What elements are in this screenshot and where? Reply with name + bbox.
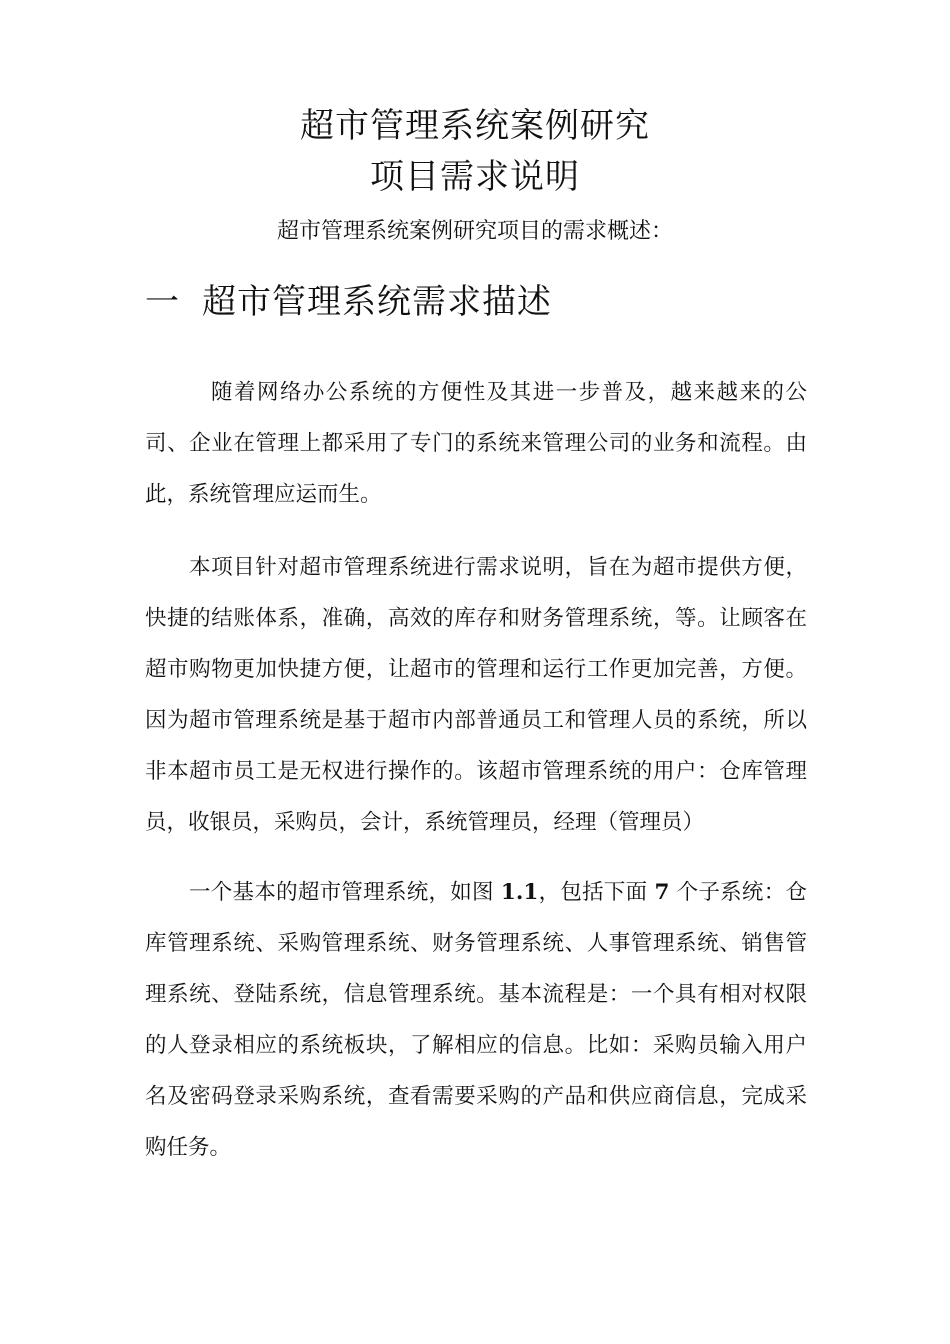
document-title-line-2: 项目需求说明 (370, 157, 580, 197)
paragraph-2: 本项目针对超市管理系统进行需求说明，旨在为超市提供方便，快捷的结账体系，准确，高效的库存和财务管理系统，等。让顾客在超市购物更加快捷方便，让超市的管理和运行工作更加完善，方便。因为超市管理系统是基于超市内部普通员工和管理人员的系统，所以非本超市员工是无权进行操作的。该超市管理系统的用户：仓库管理员，收银员，采购员，会计，系统管理员，经理（管理员） (145, 555, 807, 835)
paragraph-3-part-3: 个子系统：仓库管理系统、采购管理系统、财务管理系统、人事管理系统、销售管理系统、登陆系统，信息管理系统。基本流程是：一个具有相对权限的人登录相应的系统板块，了解相应的信息。比如：采购员输入用户名及密码登录采购系统，查看需要采购的产品和供应商信息，完成采购任务。 (145, 880, 807, 1160)
section-number: 一 (145, 282, 180, 322)
document-subtitle: 超市管理系统案例研究项目的需求概述： (276, 219, 673, 244)
section-heading (145, 280, 552, 324)
paragraph-3 (145, 867, 807, 1173)
section-heading-text: 超市管理系统需求描述 (202, 282, 552, 322)
subsystem-count: 7 (654, 880, 670, 905)
paragraph-3-part-1: 一个基本的超市管理系统，如图 (189, 880, 501, 905)
paragraph-1: 随着网络办公系统的方便性及其进一步普及，越来越来的公司、企业在管理上都采用了专门的系统来管理公司的业务和流程。由此，系统管理应运而生。 (145, 380, 807, 507)
document-title-line-1: 超市管理系统案例研究 (300, 106, 650, 146)
paragraph-3-part-2: ，包括下面 (538, 880, 655, 905)
figure-reference: 1.1 (500, 880, 539, 905)
